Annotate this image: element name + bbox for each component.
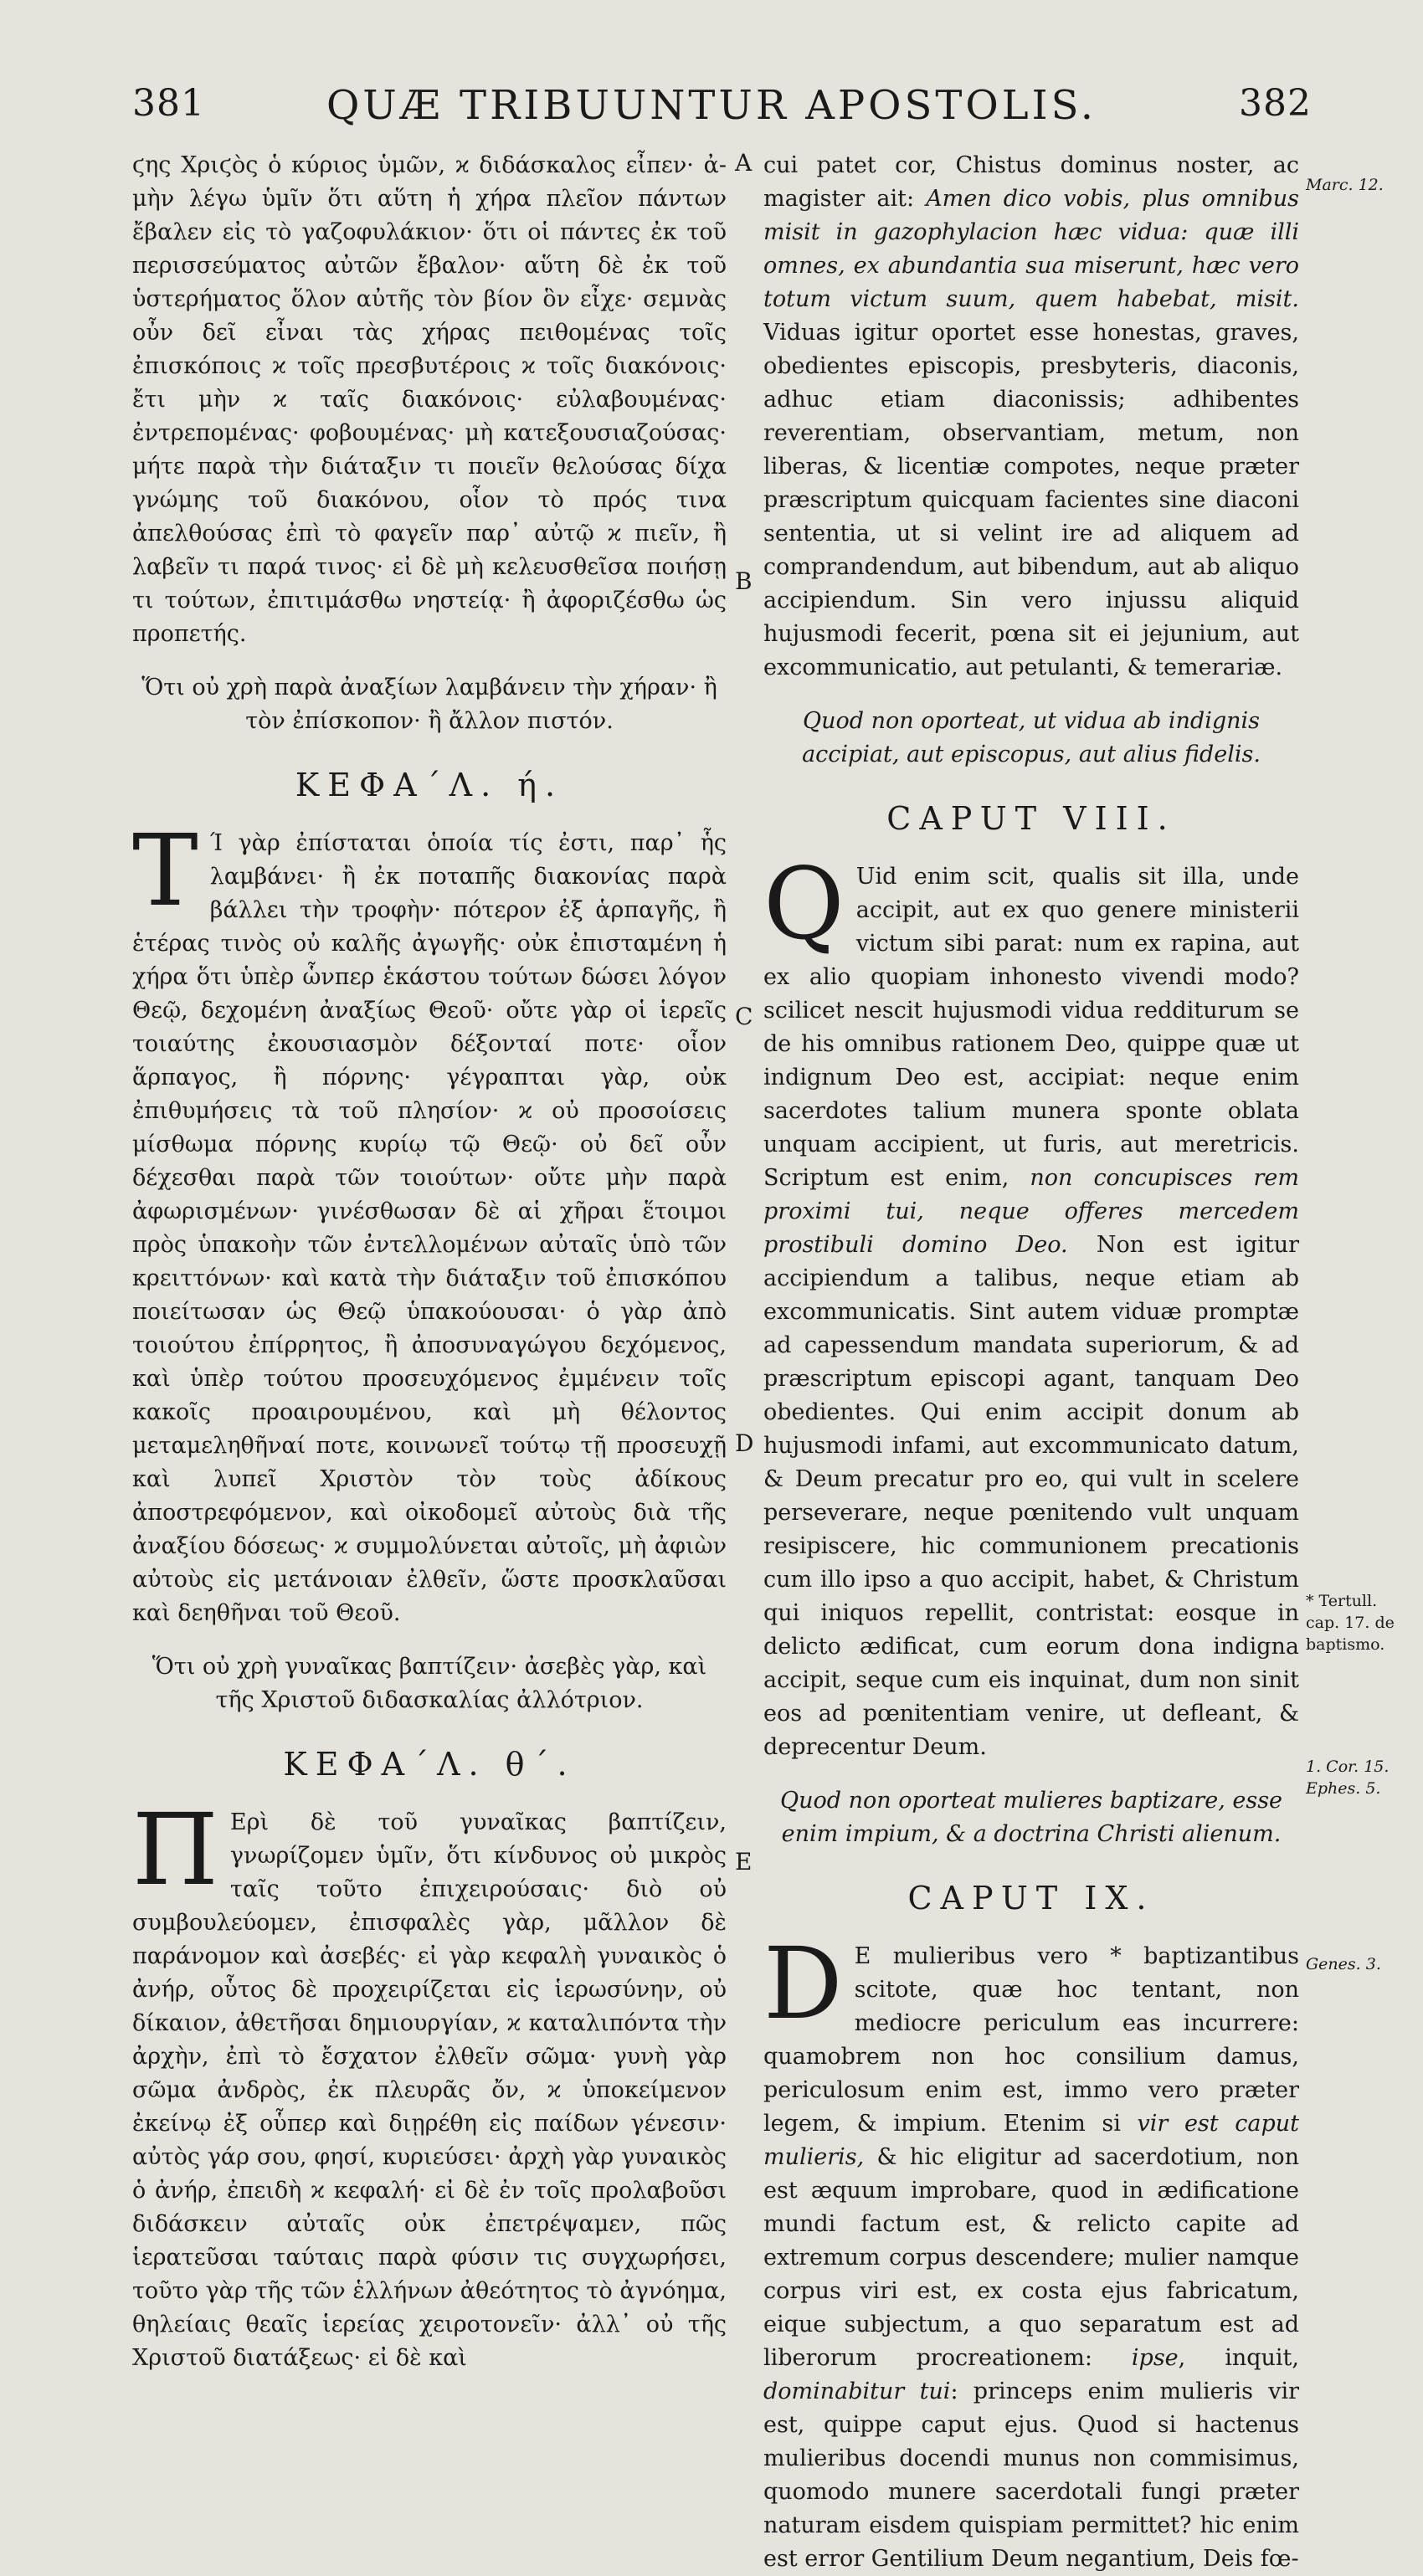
latin-paragraph-8-quote: non concupisces rem proximi tui, neque offeres mercedem prostibuli domino Deo. [763, 1165, 1299, 1258]
latin-paragraph-9 [763, 1926, 1299, 2576]
latin-paragraph-9-quote-1: vir est caput mulieris, [763, 2111, 1299, 2170]
page-number-left: 381 [132, 82, 205, 125]
margin-ref-corinthians-ephesians: 1. Cor. 15. Ephes. 5. [1306, 1758, 1390, 1798]
latin-drop-cap-8: Q [763, 846, 845, 962]
latin-paragraph-9-quote-2: ipse [1131, 2345, 1179, 2371]
section-letter-b: B [735, 567, 753, 595]
margin-ref-genesis: Genes. 3. [1306, 1955, 1381, 1973]
latin-chapter-8-body [763, 846, 1299, 1764]
running-title: QUÆ TRIBUUNTUR APOSTOLIS. [326, 82, 1097, 129]
latin-chapter-8-title: CAPUT VIII. [886, 800, 1176, 837]
latin-paragraph-9-quote-3: dominabitur tui [763, 2378, 951, 2404]
running-header [0, 82, 1423, 141]
latin-paragraph-9-part-g: : princeps enim mulieris vir est, quippe caput ejus. Quod si hactenus mulieribus docendi munus non commisimus, quomodo munere sacerdotali fungi præter naturam eisdem quispiam permittet? hic enim est error Gentilium Deum negantium, Deis fœ- [763, 2378, 1299, 2572]
greek-chapter-8-body [132, 813, 727, 1630]
latin-paragraph-8-part-a: Uid enim scit, qualis sit illa, unde accipit, aut ex quo genere ministerii victum sibi parat: num ex rapina, aut ex alio quopiam inhonesto vivendi modo? scilicet nescit hujusmodi vidua redditurum se de his omnibus rationem Deo, quippe quæ ut indignum Deo est, accipiat: neque enim sacerdotes talium munera sponte oblata unquam accipient, ut furis, aut meretricis. Scriptum est enim, [763, 864, 1299, 1191]
greek-chapter-8-title: ΚΕΦΑ΄Λ. ή. [295, 767, 564, 803]
greek-drop-cap-9: Π [132, 1792, 218, 1907]
section-letter-d: D [735, 1429, 754, 1457]
greek-paragraph-9: Ερὶ δὲ τοῦ γυναῖκας βαπτίζειν, γνωρίζομεν ὑμῖν, ὅτι κίνδυνος οὐ μικρὸς ταῖς τοῦτο ἐπιχειρούσαις· διὸ οὐ συμβουλεύομεν, ἐπισφαλὲς γὰρ, μᾶλλον δὲ παράνομον καὶ ἀσεβές· εἰ γὰρ κεφαλὴ γυναικὸς ὁ ἀνήρ, οὗτος δὲ προχειρίζεται εἰς ἱερωσύνην, οὐ δίκαιον, ἀθετῆσαι δημιουργίαν, ϰ καταλιπόντα τὴν ἀρχὴν, ἐπὶ τὸ ἔσχατον ἐλθεῖν σῶμα· γυνὴ γὰρ σῶμα ἀνδρὸς, ἐκ πλευρᾶς ὄν, ϰ ὑποκείμενον ἐκείνῳ ἐξ οὗπερ καὶ διῃρέθη εἰς παίδων γένεσιν· αὐτὸς γάρ σου, φησί, κυριεύσει· ἀρχὴ γὰρ γυναικὸς ὁ ἀνήρ, ἐπειδὴ ϰ κεφαλή· εἰ δὲ ἐν τοῖς προλαβοῦσι διδάσκειν αὐταῖς οὐκ ἐπετρέψαμεν, πῶς ἱερατεῦσαι ταύταις παρὰ φύσιν τις συγχωρήσει, τοῦτο γὰρ τῆς τῶν ἑλλήνων ἀθεότητος τὸ ἀγνόημα, θηλείαις θεαῖς ἱερείας χειροτονεῖν· ἀλλ᾽ οὐ τῆς Χριστοῦ διατάξεως· εἰ δὲ καὶ [132, 1809, 727, 2371]
greek-paragraph-1: ϛης Χριϛὸς ὁ κύριος ὑμῶν, ϰ διδάσκαλος εἶπεν· ἀ- μὴν λέγω ὑμῖν ὅτι αὕτη ἡ χήρα πλεῖον πάντων ἔβαλεν εἰς τὸ γαζοφυλάκιον· ὅτι οἱ πάντες ἐκ τοῦ περισσεύματος αὐτῶν ἔβαλον· αὕτη δὲ ἐκ τοῦ ὑστερήματος ὅλον αὐτῆς τὸν βίον ὃν εἶχε· σεμνὰς οὖν δεῖ εἶναι τὰς χήρας πειθομένας τοῖς ἐπισκόποις ϰ τοῖς πρεσβυτέροις ϰ τοῖς διακόνοις· ἔτι μὴν ϰ ταῖς διακόνοις· εὐλαβουμένας· ἐντρεπομένας· φοβουμένας· μὴ κατεξουσιαζούσας· μήτε παρὰ τὴν διάταξιν τι ποιεῖν θελούσας δίχα γνώμης τοῦ διακόνου, οἷον τὸ πρός τινα ἀπελθούσας ἐπὶ τὸ φαγεῖν παρ᾽ αὐτῷ ϰ πιεῖν, ἢ λαβεῖν τι παρά τινος· εἰ δὲ μὴ κελευσθεῖσα ποιήσῃ τι τούτων, ἐπιτιμάσθω νηστείᾳ· ἢ ἀφοριζέσθω ὡς προπετής. [132, 152, 727, 647]
latin-rubric-chapter-9: Quod non oporteat mulieres baptizare, esse enim impium, & a doctrina Christi alienum. [779, 1788, 1283, 1847]
greek-rubric-chapter-9: Ὅτι οὐ χρὴ γυναῖκας βαπτίζειν· ἀσεβὲς γὰρ, καὶ τῆς Χριστοῦ διδασκαλίας ἀλλότριον. [152, 1654, 707, 1713]
latin-paragraph-1-quote: Amen dico vobis, plus omnibus misit in gazophylacion hæc vidua: quæ illi omnes, ex abundantia sua miserunt, hæc vero totum victum suum, quem habebat, misit. [763, 186, 1299, 312]
section-letter-e: E [735, 1848, 753, 1876]
latin-chapter-9-title: CAPUT IX. [907, 1880, 1155, 1917]
latin-paragraph-9-part-c: & hic eligitur ad sacerdotium, non est æquum improbare, quod in ædificatione mundi factum est, & relicto capite ad extremum corpus descendere; mulier namque corpus viri est, ex costa ejus fabricatum, eique subjectum, a quo separatum est ad liberorum procreationem: [763, 2144, 1299, 2371]
page-number-right: 382 [1239, 82, 1312, 125]
greek-column [132, 149, 727, 2375]
greek-rubric-chapter-8: Ὅτι οὐ χρὴ παρὰ ἀναξίων λαμβάνειν τὴν χήραν· ἢ τὸν ἐπίσκοπον· ἢ ἄλλον πιστόν. [141, 675, 717, 734]
latin-column [763, 149, 1299, 2576]
latin-chapter-9-body [763, 1926, 1299, 2576]
margin-ref-tertullian: * Tertull. cap. 17. de baptismo. [1306, 1592, 1395, 1654]
latin-paragraph-9-part-e: , inquit, [1178, 2345, 1299, 2371]
latin-paragraph-8-part-c: Non est igitur accipiendum a talibus, neque etiam ab excommunicatis. Sint autem viduæ promptæ ad capessendum mandata superiorum, & ad præscriptum episcopi agant, tanquam Deo obedientes. Qui enim accipit donum ab hujusmodi infami, aut excommunicato datum, & Deum precatur pro eo, qui vult in scelere perseverare, neque pœnitendo vult unquam resipiscere, hic communionem precationis cum illo ipso a quo accipit, habet, & Christum qui iniquos repellit, contristat: eosque in delicto ædificat, cum eorum dona indigna accipit, seque cum eis inquinat, dum non sinit eos ad pœnitentiam venire, ut defleant, & deprecentur Deum. [763, 1232, 1299, 1760]
latin-paragraph-8 [763, 846, 1299, 1764]
greek-chapter-9-body [132, 1792, 727, 2375]
latin-rubric-chapter-8: Quod non oporteat, ut vidua ab indignis accipiat, aut episcopus, aut alius fidelis. [802, 708, 1261, 767]
margin-ref-marc: Marc. 12. [1306, 176, 1384, 194]
latin-paragraph-1-part-a: cui patet cor, Chistus dominus noster, ac magister ait: [763, 152, 1299, 212]
latin-paragraph-9-part-a: E mulieribus vero * baptizantibus scitote, quæ hoc tentant, non mediocre periculum eas incurrere: quamobrem non hoc consilium damus, periculosum enim est, immo vero præter legem, & impium. Etenim si [763, 1943, 1299, 2137]
section-letter-c: C [735, 1003, 753, 1030]
greek-chapter-9-title: ΚΕΦΑ΄Λ. θ΄. [283, 1746, 576, 1783]
greek-drop-cap-8: T [132, 813, 198, 928]
greek-paragraph-8: Ί γὰρ ἐπίσταται ὁποία τίς ἐστι, παρ᾽ ἧς λαμβάνει· ἢ ἐκ ποταπῆς διακονίας παρὰ βάλλει τὴν τροφὴν· πότερον ἐξ ἁρπαγῆς, ἢ ἑτέρας τινὸς οὐ καλῆς ἀγωγῆς· οὐκ ἐπισταμένη ἡ χήρα ὅτι ὑπὲρ ὧνπερ ἑκάστου τούτων δώσει λόγον Θεῷ, δεχομένη ἀναξίως Θεοῦ· οὔτε γὰρ οἱ ἱερεῖς τοιαύτης ἐκουσιασμὸν δέξονταί ποτε· οἷον ἅρπαγος, ἢ πόρνης· γέγραπται γὰρ, οὐκ ἐπιθυμήσεις τὰ τοῦ πλησίον· ϰ οὐ προσοίσεις μίσθωμα πόρνης κυρίῳ τῷ Θεῷ· οὐ δεῖ οὖν δέχεσθαι παρὰ τῶν τοιούτων· οὔτε μὴν παρὰ ἀφωρισμένων· γινέσθωσαν δὲ αἱ χῆραι ἕτοιμοι πρὸς ὑπακοὴν τῶν ἐντελλομένων αὐταῖς ὑπὸ τῶν κρειττόνων· καὶ κατὰ τὴν διάταξιν τοῦ ἐπισκόπου ποιείτωσαν ὡς Θεῷ ὑπακούουσαι· ὁ γὰρ ἀπὸ τοιούτου ἐπίρρητος, ἢ ἀποσυναγώγου δεχόμενος, καὶ ὑπὲρ τούτου προσευχόμενος ἐμμένειν τοῖς κακοῖς προαιρουμένου, καὶ μὴ θέλοντος μεταμεληθῆναί ποτε, κοινωνεῖ τούτῳ τῇ προσευχῇ καὶ λυπεῖ Χριστὸν τὸν τοὺς ἀδίκους ἀποστρεφόμενον, καὶ οἰκοδομεῖ αὐτοὺς διὰ τῆς ἀναξίου δόσεως· ϰ συμμολύνεται αὐτοῖς, μὴ ἀφιὼν αὐτοὺς εἰς μετάνοιαν ἐλθεῖν, ὥστε προσκλαῦσαι καὶ δεηθῆναι τοῦ Θεοῦ. [132, 830, 727, 1626]
latin-paragraph-1 [763, 149, 1299, 685]
latin-drop-cap-9: D [763, 1926, 843, 2041]
section-letter-a: A [735, 149, 753, 177]
latin-paragraph-1-part-c: Viduas igitur oportet esse honestas, graves, obedientes episcopis, presbyteris, diaconis, adhuc etiam diaconissis; adhibentes reverentiam, observantiam, metum, non liberas, & licentiæ compotes, neque præter præscriptum quicquam facientes sine diaconi sententia, ut si velint ire ad aliquem ad comprandendum, aut bibendum, aut ab aliquo accipiendum. Sin vero injussu aliquid hujusmodi fecerit, pœna sit ei jejunium, aut excommunicatio, aut petulanti, & temerariæ. [763, 320, 1299, 680]
